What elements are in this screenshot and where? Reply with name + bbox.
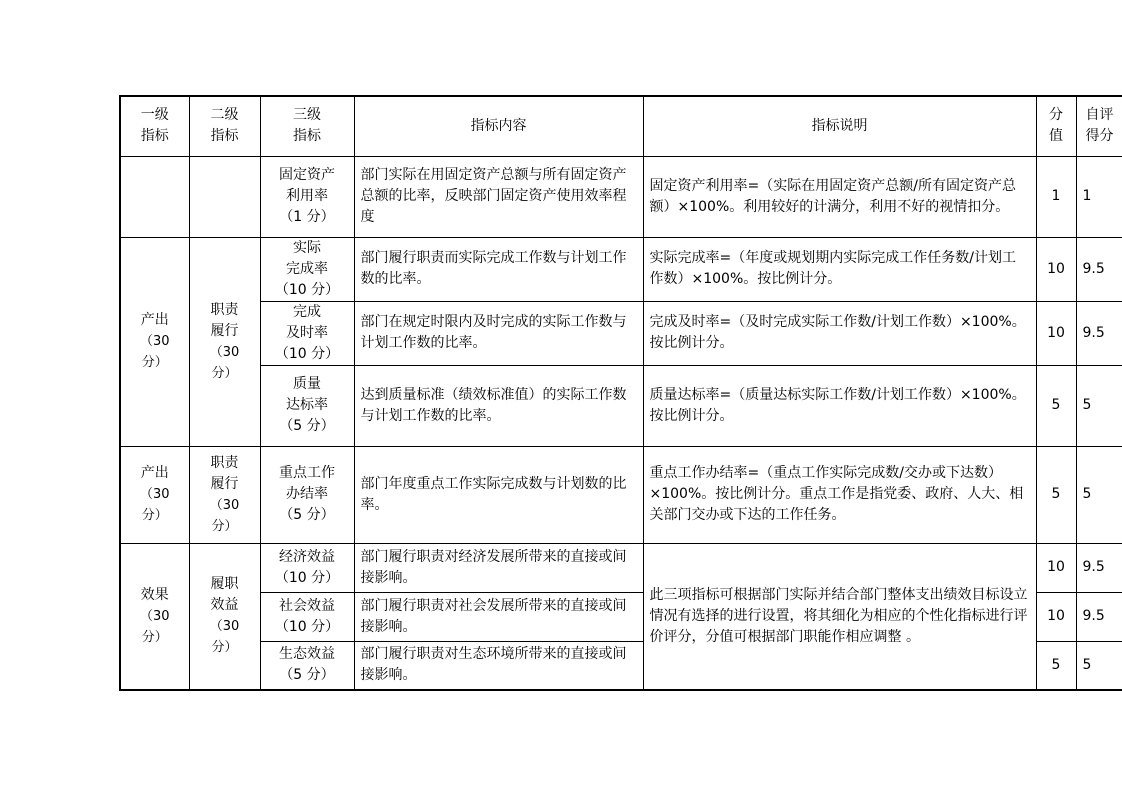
- self-score-cell: 1: [1076, 156, 1122, 237]
- header-self-score: 自评 得分: [1076, 96, 1122, 156]
- level1-group-effect: 效果 （30 分）: [120, 543, 189, 690]
- description-cell: 重点工作办结率=（重点工作实际完成数/交办或下达数）×100%。按比例计分。重点工作是指党委、政府、人大、相关部门交办或下达的工作任务。: [643, 446, 1036, 543]
- level2-group-duty: 职责 履行 （30 分）: [189, 446, 260, 543]
- table-row: [120, 543, 1122, 592]
- header-level1: 一级 指标: [120, 96, 189, 156]
- content-cell: 部门年度重点工作实际完成数与计划数的比率。: [354, 446, 643, 543]
- description-cell: 实际完成率=（年度或规划期内实际完成工作任务数/计划工作数）×100%。按比例计分。: [643, 237, 1036, 301]
- table-row: [120, 446, 1122, 543]
- table-row: [120, 237, 1122, 301]
- level3-cell: 固定资产 利用率 （1 分）: [260, 156, 354, 237]
- content-cell: 达到质量标准（绩效标准值）的实际工作数与计划工作数的比率。: [354, 365, 643, 446]
- level3-cell: 社会效益 （10 分）: [260, 592, 354, 641]
- header-row: [120, 96, 1122, 156]
- self-score-cell: 9.5: [1076, 301, 1122, 365]
- score-cell: 10: [1036, 592, 1076, 641]
- level3-cell: 生态效益 （5 分）: [260, 641, 354, 690]
- self-score-cell: 5: [1076, 641, 1122, 690]
- performance-indicator-table: [119, 95, 1122, 691]
- table-row: [120, 156, 1122, 237]
- header-score: 分 值: [1036, 96, 1076, 156]
- level3-cell: 经济效益 （10 分）: [260, 543, 354, 592]
- level3-cell: 实际 完成率 （10 分）: [260, 237, 354, 301]
- level2-cell-empty: [189, 156, 260, 237]
- header-description: 指标说明: [643, 96, 1036, 156]
- content-cell: 部门实际在用固定资产总额与所有固定资产总额的比率，反映部门固定资产使用效率程度: [354, 156, 643, 237]
- content-cell: 部门履行职责对社会发展所带来的直接或间接影响。: [354, 592, 643, 641]
- self-score-cell: 9.5: [1076, 592, 1122, 641]
- level1-group-output: 产出 （30 分）: [120, 237, 189, 446]
- level1-cell-empty: [120, 156, 189, 237]
- self-score-cell: 9.5: [1076, 237, 1122, 301]
- table-row: [120, 365, 1122, 446]
- content-cell: 部门履行职责对生态环境所带来的直接或间接影响。: [354, 641, 643, 690]
- description-cell: 固定资产利用率=（实际在用固定资产总额/所有固定资产总额）×100%。利用较好的计满分，利用不好的视情扣分。: [643, 156, 1036, 237]
- level3-cell: 质量 达标率 （5 分）: [260, 365, 354, 446]
- score-cell: 5: [1036, 641, 1076, 690]
- content-cell: 部门履行职责而实际完成工作数与计划工作数的比率。: [354, 237, 643, 301]
- header-level2: 二级 指标: [189, 96, 260, 156]
- score-cell: 10: [1036, 301, 1076, 365]
- header-level3: 三级 指标: [260, 96, 354, 156]
- table-row: [120, 301, 1122, 365]
- self-score-cell: 5: [1076, 365, 1122, 446]
- level1-group-output: 产出 （30 分）: [120, 446, 189, 543]
- description-cell: 完成及时率=（及时完成实际工作数/计划工作数）×100%。按比例计分。: [643, 301, 1036, 365]
- level2-group-benefit: 履职 效益 （30 分）: [189, 543, 260, 690]
- score-cell: 10: [1036, 237, 1076, 301]
- score-cell: 5: [1036, 365, 1076, 446]
- score-cell: 5: [1036, 446, 1076, 543]
- content-cell: 部门在规定时限内及时完成的实际工作数与计划工作数的比率。: [354, 301, 643, 365]
- level3-cell: 完成 及时率 （10 分）: [260, 301, 354, 365]
- level3-cell: 重点工作 办结率 （5 分）: [260, 446, 354, 543]
- content-cell: 部门履行职责对经济发展所带来的直接或间接影响。: [354, 543, 643, 592]
- description-cell: 质量达标率=（质量达标实际工作数/计划工作数）×100%。按比例计分。: [643, 365, 1036, 446]
- shared-description-cell: 此三项指标可根据部门实际并结合部门整体支出绩效目标设立情况有选择的进行设置，将其细化为相应的个性化指标进行评价评分，分值可根据部门职能作相应调整 。: [643, 543, 1036, 690]
- level2-group-duty: 职责 履行 （30 分）: [189, 237, 260, 446]
- self-score-cell: 5: [1076, 446, 1122, 543]
- score-cell: 10: [1036, 543, 1076, 592]
- header-content: 指标内容: [354, 96, 643, 156]
- score-cell: 1: [1036, 156, 1076, 237]
- self-score-cell: 9.5: [1076, 543, 1122, 592]
